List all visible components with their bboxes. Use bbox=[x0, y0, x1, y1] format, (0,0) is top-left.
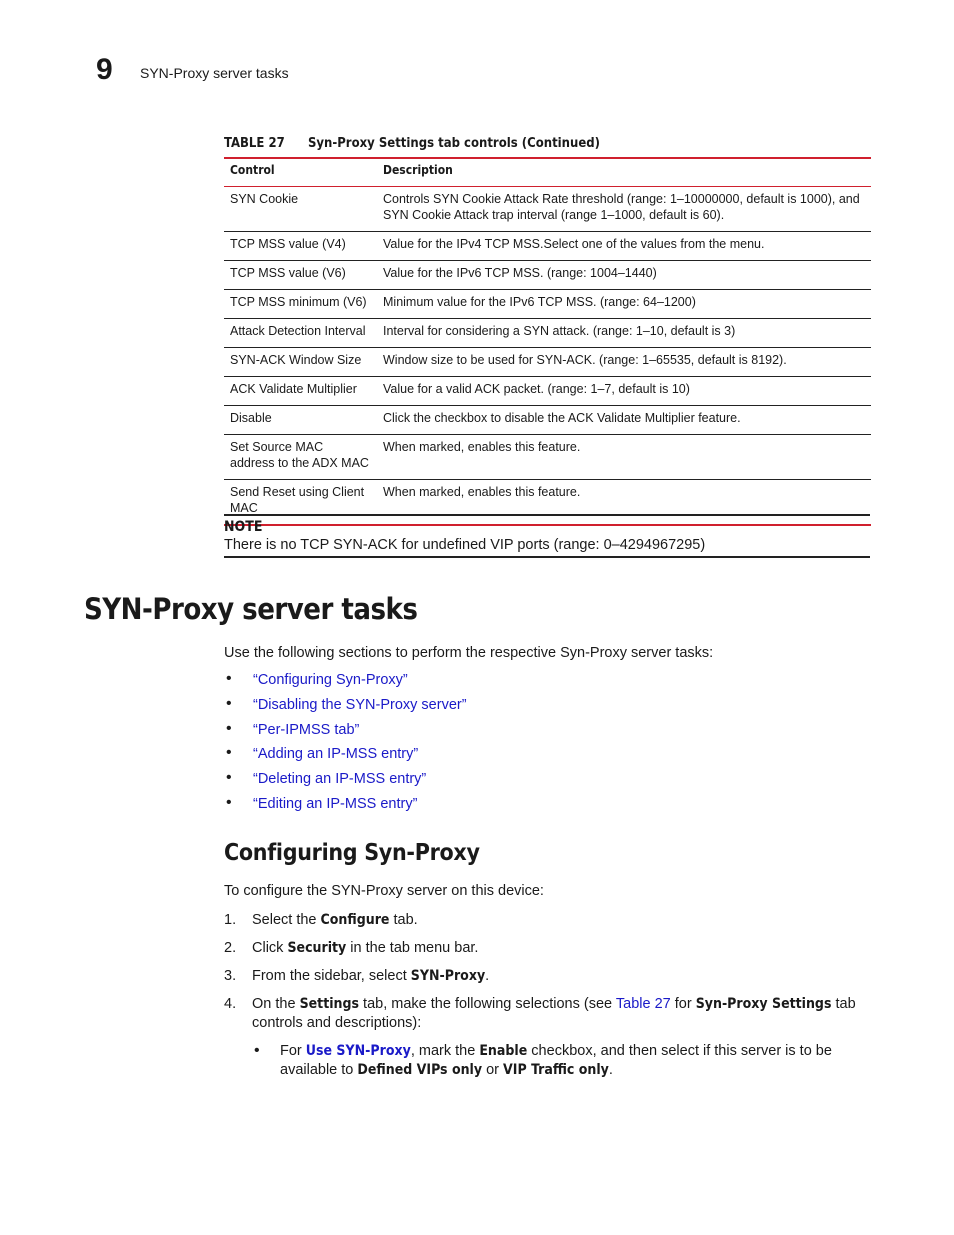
table-row bbox=[224, 232, 871, 261]
step-text: in the tab menu bar. bbox=[346, 940, 479, 956]
step-text: tab, make the following selections (see bbox=[359, 996, 616, 1012]
step-text: On the bbox=[252, 996, 300, 1012]
description-cell: Value for a valid ACK packet. (range: 1–7, default is 10) bbox=[377, 377, 871, 406]
description-cell: Interval for considering a SYN attack. (range: 1–10, default is 3) bbox=[377, 319, 871, 348]
table-row bbox=[224, 377, 871, 406]
bullet-icon: • bbox=[226, 793, 232, 811]
ui-term-enable: Enable bbox=[479, 1043, 528, 1059]
column-header-description: Description bbox=[377, 158, 871, 187]
note-label: NOTE bbox=[224, 519, 263, 535]
link-use-syn-proxy[interactable]: Use SYN-Proxy bbox=[305, 1043, 411, 1059]
description-cell: When marked, enables this feature. bbox=[377, 480, 871, 526]
table-row bbox=[224, 406, 871, 435]
subsection-heading: Configuring Syn-Proxy bbox=[224, 840, 480, 866]
table-row bbox=[224, 348, 871, 377]
ui-term-security: Security bbox=[287, 940, 347, 956]
list-item bbox=[224, 694, 467, 722]
list-item bbox=[224, 719, 467, 747]
description-cell: Controls SYN Cookie Attack Rate threshold (range: 1–10000000, default is 1000), and SYN Cookie Attack trap interval (range 1–1000, default is 60). bbox=[377, 187, 871, 232]
subsection-intro: To configure the SYN-Proxy server on this device: bbox=[224, 883, 544, 899]
table-row bbox=[224, 435, 871, 480]
step-text: From the sidebar, select bbox=[252, 968, 411, 984]
control-cell: Set Source MAC address to the ADX MAC bbox=[224, 435, 377, 480]
list-item bbox=[224, 746, 467, 771]
description-cell: Value for the IPv4 TCP MSS.Select one of the values from the menu. bbox=[377, 232, 871, 261]
step-text: tab controls and descriptions): bbox=[252, 996, 856, 1031]
step-number: 1. bbox=[224, 912, 237, 928]
running-header-title: SYN-Proxy server tasks bbox=[140, 65, 289, 81]
step-text: checkbox, and then select if this server is to be available to bbox=[280, 1043, 832, 1078]
section-intro: Use the following sections to perform the respective Syn-Proxy server tasks: bbox=[224, 645, 714, 661]
bullet-icon: • bbox=[226, 719, 232, 737]
note-box bbox=[224, 514, 870, 558]
table-row bbox=[224, 290, 871, 319]
ui-term-vip-traffic-only: VIP Traffic only bbox=[503, 1062, 609, 1078]
control-cell: SYN Cookie bbox=[224, 187, 377, 232]
step-3 bbox=[224, 967, 870, 986]
description-cell: When marked, enables this feature. bbox=[377, 435, 871, 480]
step-4 bbox=[224, 995, 870, 1080]
step-number: 4. bbox=[224, 996, 237, 1012]
control-cell: Attack Detection Interval bbox=[224, 319, 377, 348]
sub-step bbox=[252, 1042, 870, 1080]
ui-term-settings: Settings bbox=[299, 996, 360, 1012]
link-configuring-syn-proxy[interactable]: “Configuring Syn-Proxy” bbox=[253, 672, 408, 688]
description-cell: Click the checkbox to disable the ACK Validate Multiplier feature. bbox=[377, 406, 871, 435]
step-text: For bbox=[280, 1043, 306, 1059]
link-adding-ip-mss-entry[interactable]: “Adding an IP-MSS entry” bbox=[253, 746, 419, 763]
description-cell: Minimum value for the IPv6 TCP MSS. (range: 64–1200) bbox=[377, 290, 871, 319]
bullet-icon: • bbox=[226, 744, 232, 762]
step-number: 2. bbox=[224, 940, 237, 956]
control-cell: TCP MSS value (V6) bbox=[224, 261, 377, 290]
list-item bbox=[224, 672, 467, 697]
list-item bbox=[224, 771, 467, 796]
step-text: or bbox=[482, 1062, 504, 1078]
link-per-ipmss-tab[interactable]: “Per-IPMSS tab” bbox=[253, 721, 360, 738]
ui-term-syn-proxy: SYN-Proxy bbox=[410, 968, 486, 984]
description-cell: Value for the IPv6 TCP MSS. (range: 1004–1440) bbox=[377, 261, 871, 290]
bullet-icon: • bbox=[254, 1042, 260, 1059]
bullet-icon: • bbox=[226, 769, 232, 787]
link-disabling-syn-proxy-server[interactable]: “Disabling the SYN-Proxy server” bbox=[253, 696, 467, 713]
procedure-steps bbox=[224, 911, 870, 1089]
list-item bbox=[224, 793, 467, 821]
step-2 bbox=[224, 939, 870, 958]
task-link-list bbox=[224, 672, 467, 821]
step-number: 3. bbox=[224, 968, 237, 984]
control-cell: Send Reset using Client MAC bbox=[224, 480, 377, 526]
table-row bbox=[224, 319, 871, 348]
step-text: Click bbox=[252, 940, 288, 956]
column-header-control: Control bbox=[224, 158, 377, 187]
bullet-icon: • bbox=[226, 670, 232, 687]
table-caption bbox=[224, 136, 870, 151]
chapter-number: 9 bbox=[96, 53, 113, 86]
section-heading: SYN-Proxy server tasks bbox=[84, 592, 418, 626]
step-text: , mark the bbox=[410, 1043, 480, 1059]
step-text: . bbox=[485, 968, 490, 984]
table-title: Syn-Proxy Settings tab controls (Continued) bbox=[308, 136, 600, 151]
step-1 bbox=[224, 911, 870, 930]
table-number: TABLE 27 bbox=[224, 136, 285, 151]
bullet-icon: • bbox=[226, 694, 232, 712]
ui-term-defined-vips-only: Defined VIPs only bbox=[357, 1062, 483, 1078]
table-row bbox=[224, 261, 871, 290]
control-cell: TCP MSS minimum (V6) bbox=[224, 290, 377, 319]
step-text: for bbox=[670, 996, 696, 1012]
ui-term-configure: Configure bbox=[320, 912, 390, 928]
step-text: Select the bbox=[252, 912, 321, 928]
control-cell: ACK Validate Multiplier bbox=[224, 377, 377, 406]
ui-term-syn-proxy-settings: Syn-Proxy Settings bbox=[695, 996, 832, 1012]
note-text: There is no TCP SYN-ACK for undefined VIP ports (range: 0–4294967295) bbox=[224, 537, 706, 553]
control-cell: SYN-ACK Window Size bbox=[224, 348, 377, 377]
link-deleting-ip-mss-entry[interactable]: “Deleting an IP-MSS entry” bbox=[253, 771, 427, 788]
step-text: tab. bbox=[389, 912, 418, 928]
link-editing-ip-mss-entry[interactable]: “Editing an IP-MSS entry” bbox=[253, 795, 418, 812]
step-text: . bbox=[608, 1062, 613, 1078]
control-cell: TCP MSS value (V4) bbox=[224, 232, 377, 261]
table-header-row bbox=[224, 158, 871, 187]
description-cell: Window size to be used for SYN-ACK. (range: 1–65535, default is 8192). bbox=[377, 348, 871, 377]
table-row bbox=[224, 187, 871, 232]
link-table-27[interactable]: Table 27 bbox=[615, 996, 671, 1012]
controls-table bbox=[224, 157, 871, 526]
control-cell: Disable bbox=[224, 406, 377, 435]
